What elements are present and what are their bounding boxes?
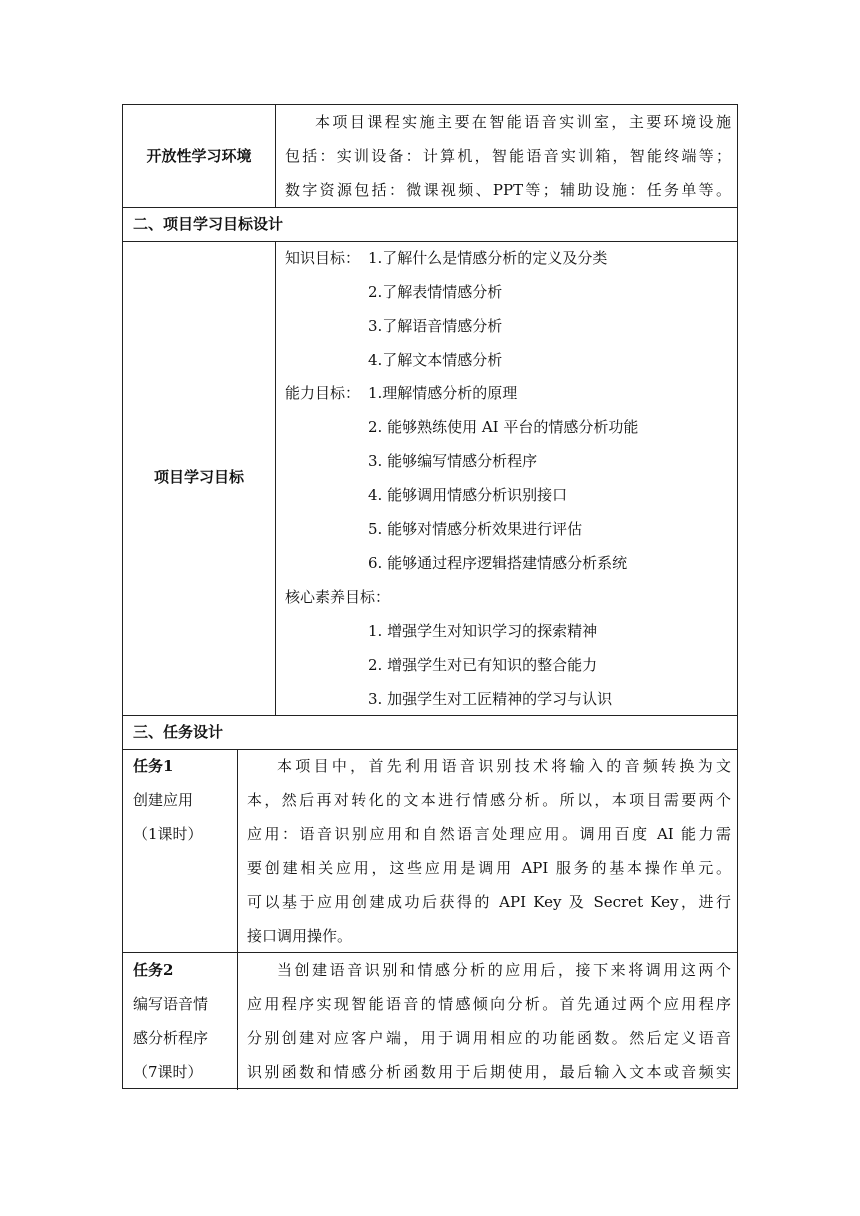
task-1-line: 接口调用操作。 — [247, 927, 353, 945]
knowledge-item: 1.了解什么是情感分析的定义及分类 — [368, 249, 608, 267]
task-1-line: 本，然后再对转化的文本进行情感分析。所以，本项目需要两个 — [247, 791, 731, 809]
task-1-line: 本项目中，首先利用语音识别技术将输入的音频转换为文 — [277, 757, 731, 775]
env-line-2: 包括：实训设备：计算机，智能语音实训箱，智能终端等； — [285, 147, 731, 165]
ability-objectives-title: 能力目标： — [285, 384, 361, 402]
ability-item: 2. 能够熟练使用 AI 平台的情感分析功能 — [368, 418, 639, 436]
task-2-hours: （7课时） — [133, 1063, 203, 1081]
task-2-title: 编写语音情 — [133, 995, 209, 1013]
row-divider — [123, 241, 737, 242]
row-divider — [123, 749, 737, 750]
ability-item: 3. 能够编写情感分析程序 — [368, 452, 538, 470]
row-divider — [123, 715, 737, 716]
column-divider — [237, 749, 238, 1090]
task-1-hours: （1课时） — [133, 825, 203, 843]
ability-item: 6. 能够通过程序逻辑搭建情感分析系统 — [368, 554, 628, 572]
task-2-title: 感分析程序 — [133, 1029, 209, 1047]
task-1-line: 可以基于应用创建成功后获得的 API Key 及 Secret Key，进行 — [247, 893, 731, 911]
task-2-line: 应用程序实现智能语音的情感倾向分析。首先通过两个应用程序 — [247, 995, 731, 1013]
task-2-name: 任务2 — [133, 961, 174, 979]
ability-item: 1.理解情感分析的原理 — [368, 384, 518, 402]
task-2-line: 识别函数和情感分析函数用于后期使用，最后输入文本或音频实 — [247, 1063, 731, 1081]
core-item: 3. 加强学生对工匠精神的学习与认识 — [368, 690, 613, 708]
row-divider — [123, 207, 737, 208]
env-line-3: 数字资源包括：微课视频、PPT等；辅助设施：任务单等。 — [285, 181, 731, 199]
knowledge-item: 2.了解表情情感分析 — [368, 283, 503, 301]
column-divider — [275, 241, 276, 715]
ability-item: 5. 能够对情感分析效果进行评估 — [368, 520, 583, 538]
task-2-line: 当创建语音识别和情感分析的应用后，接下来将调用这两个 — [277, 961, 731, 979]
row-divider — [123, 952, 737, 953]
task-1-line: 要创建相关应用，这些应用是调用 API 服务的基本操作单元。 — [247, 859, 731, 877]
section-heading-objectives: 二、项目学习目标设计 — [133, 215, 284, 233]
env-line-1: 本项目课程实施主要在智能语音实训室，主要环境设施 — [315, 113, 731, 131]
core-objectives-title: 核心素养目标： — [285, 588, 391, 606]
column-divider — [275, 105, 276, 207]
env-label: 开放性学习环境 — [146, 147, 252, 165]
core-item: 2. 增强学生对已有知识的整合能力 — [368, 656, 598, 674]
core-item: 1. 增强学生对知识学习的探索精神 — [368, 622, 598, 640]
task-2-line: 分别创建对应客户端，用于调用相应的功能函数。然后定义语音 — [247, 1029, 731, 1047]
course-design-table — [122, 104, 738, 1089]
task-1-title: 创建应用 — [133, 791, 194, 809]
section-heading-tasks: 三、任务设计 — [133, 723, 224, 741]
task-1-line: 应用：语音识别应用和自然语言处理应用。调用百度 AI 能力需 — [247, 825, 731, 843]
ability-item: 4. 能够调用情感分析识别接口 — [368, 486, 568, 504]
knowledge-item: 3.了解语音情感分析 — [368, 317, 503, 335]
knowledge-item: 4.了解文本情感分析 — [368, 351, 503, 369]
objectives-label: 项目学习目标 — [153, 468, 244, 486]
knowledge-objectives-title: 知识目标： — [285, 249, 361, 267]
task-1-name: 任务1 — [133, 757, 174, 775]
